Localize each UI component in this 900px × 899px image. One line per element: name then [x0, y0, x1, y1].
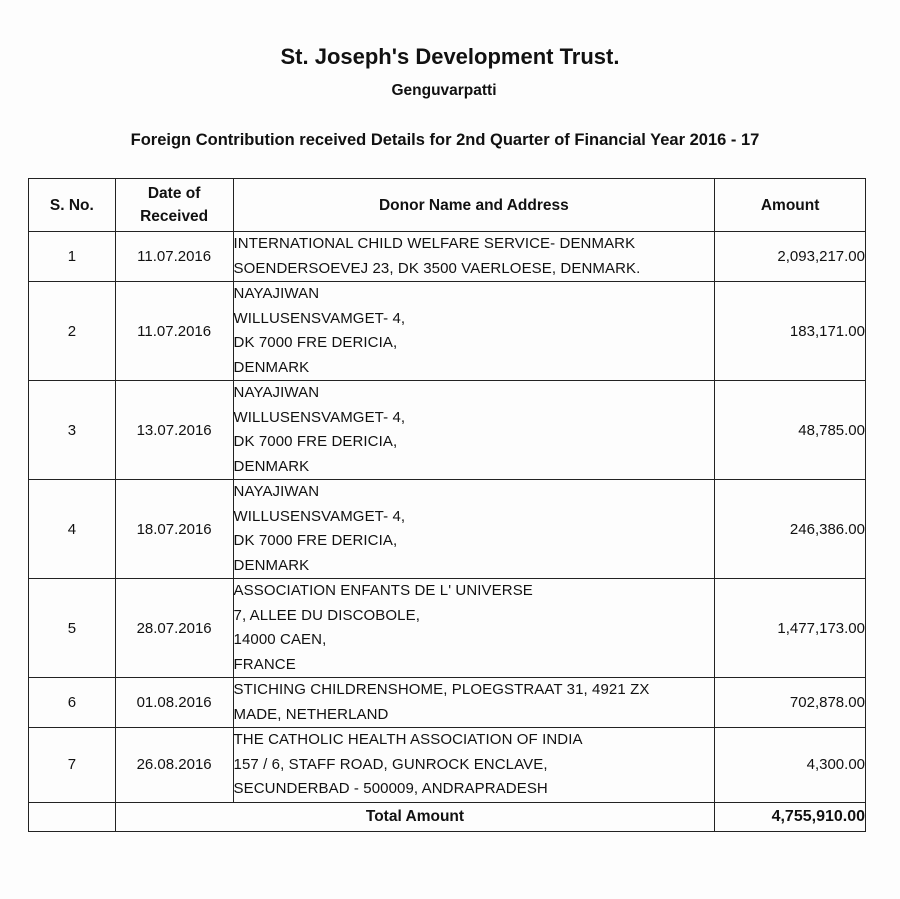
donor-name-address — [233, 232, 715, 282]
amount: 246,386.00 — [715, 480, 866, 579]
serial-number: 5 — [29, 579, 116, 678]
total-row — [29, 802, 866, 831]
table-header-row — [29, 179, 866, 232]
serial-number: 1 — [29, 232, 116, 282]
table-row — [29, 480, 866, 579]
donor-name-address — [233, 678, 715, 728]
donor-line: DK 7000 FRE DERICIA, — [233, 532, 398, 549]
donor-line: STICHING CHILDRENSHOME, PLOEGSTRAAT 31, 4921 ZX — [233, 681, 650, 698]
total-label: Total Amount — [115, 802, 715, 831]
donor-line: DENMARK — [233, 457, 310, 475]
donor-line: 157 / 6, STAFF ROAD, GUNROCK ENCLAVE, — [233, 755, 548, 773]
donor-line: NAYAJIWAN — [233, 384, 320, 401]
total-empty-cell — [29, 802, 116, 831]
donor-line: WILLUSENSVAMGET- 4, — [233, 408, 406, 426]
serial-number: 2 — [29, 282, 116, 381]
date-received: 28.07.2016 — [115, 579, 233, 678]
report-heading: Foreign Contribution received Details for 2nd Quarter of Financial Year 2016 - 17 — [130, 131, 760, 149]
donor-line: NAYAJIWAN — [233, 483, 320, 500]
date-received: 13.07.2016 — [115, 381, 233, 480]
table-row — [29, 282, 866, 381]
amount: 702,878.00 — [715, 678, 866, 728]
amount: 4,300.00 — [715, 728, 866, 803]
column-header-date-line1: Date of — [147, 185, 201, 202]
amount: 183,171.00 — [715, 282, 866, 381]
donor-line: 14000 CAEN, — [233, 631, 327, 648]
donor-line: MADE, NETHERLAND — [233, 705, 389, 723]
serial-number: 6 — [29, 678, 116, 728]
date-received: 11.07.2016 — [115, 232, 233, 282]
donor-line: WILLUSENSVAMGET- 4, — [233, 309, 406, 327]
donor-line: DENMARK — [233, 556, 310, 574]
date-received: 26.08.2016 — [115, 728, 233, 803]
column-header-amount: Amount — [715, 179, 866, 232]
donor-name-address — [233, 480, 715, 579]
donor-name-address — [233, 579, 715, 678]
table-row — [29, 728, 866, 803]
table-row — [29, 678, 866, 728]
donor-line: THE CATHOLIC HEALTH ASSOCIATION OF INDIA — [233, 731, 583, 748]
donor-line: DK 7000 FRE DERICIA, — [233, 433, 398, 450]
amount: 2,093,217.00 — [715, 232, 866, 282]
amount: 1,477,173.00 — [715, 579, 866, 678]
donor-line: NAYAJIWAN — [233, 285, 320, 302]
donor-line: DENMARK — [233, 358, 310, 376]
serial-number: 4 — [29, 480, 116, 579]
column-header-date-line2: Received — [140, 208, 209, 225]
date-received: 11.07.2016 — [115, 282, 233, 381]
table-row — [29, 381, 866, 480]
trust-location: Genguvarpatti — [391, 82, 497, 99]
donor-name-address — [233, 728, 715, 803]
column-header-sno: S. No. — [29, 179, 116, 232]
donor-line: SOENDERSOEVEJ 23, DK 3500 VAERLOESE, DENMARK. — [233, 259, 641, 277]
donor-line: INTERNATIONAL CHILD WELFARE SERVICE- DENMARK — [233, 235, 636, 252]
donor-line: 7, ALLEE DU DISCOBOLE, — [233, 606, 420, 624]
table-row — [29, 232, 866, 282]
donor-line: WILLUSENSVAMGET- 4, — [233, 507, 406, 525]
amount: 48,785.00 — [715, 381, 866, 480]
column-header-date — [115, 179, 233, 232]
serial-number: 7 — [29, 728, 116, 803]
donor-line: DK 7000 FRE DERICIA, — [233, 334, 398, 351]
donor-line: ASSOCIATION ENFANTS DE L' UNIVERSE — [233, 582, 533, 599]
date-received: 18.07.2016 — [115, 480, 233, 579]
contributions-table — [28, 178, 866, 832]
donor-line: SECUNDERBAD - 500009, ANDRAPRADESH — [233, 780, 548, 797]
table-body — [29, 232, 866, 803]
table-row — [29, 579, 866, 678]
total-amount: 4,755,910.00 — [715, 802, 866, 831]
donor-name-address — [233, 381, 715, 480]
trust-title: St. Joseph's Development Trust. — [280, 44, 620, 69]
serial-number: 3 — [29, 381, 116, 480]
date-received: 01.08.2016 — [115, 678, 233, 728]
donor-name-address — [233, 282, 715, 381]
column-header-donor: Donor Name and Address — [233, 179, 715, 232]
donor-line: FRANCE — [233, 655, 296, 673]
